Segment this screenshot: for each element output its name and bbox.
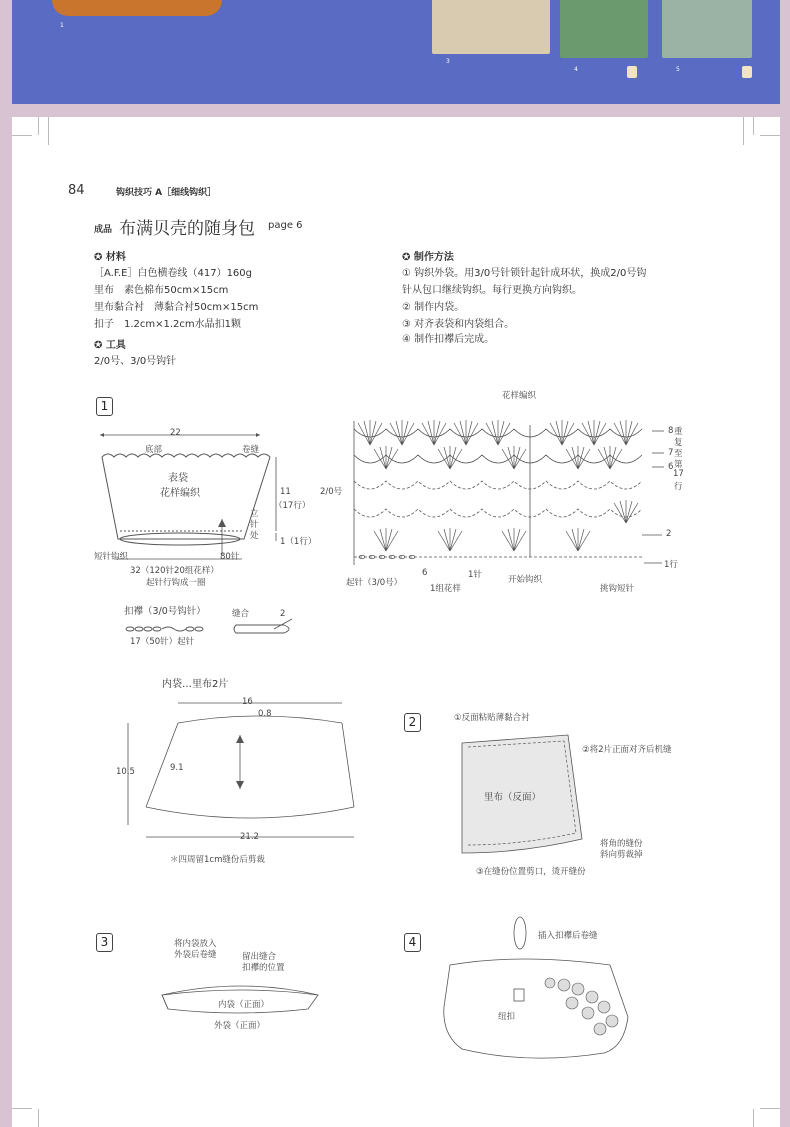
knit-swatch-5	[662, 0, 752, 58]
method-line: ③ 对齐表袋和内袋组合。	[402, 319, 515, 330]
step-number-2: 2	[404, 713, 421, 732]
repeat-label: 行	[674, 482, 683, 492]
pick-up-label: 挑钩短针	[600, 584, 635, 594]
body-label: 表袋	[168, 473, 188, 484]
crop-mark	[753, 1109, 754, 1127]
inner-height: 10.5	[116, 767, 135, 777]
loop-title: 扣襻（3/0号钩针）	[124, 606, 206, 617]
title-tag: 成品	[94, 225, 113, 235]
tools-heading: ✪ 工具	[94, 340, 126, 351]
crop-mark	[753, 117, 754, 135]
vertical-label: 立	[250, 509, 259, 519]
inner-bottom: 21.2	[240, 832, 259, 842]
step-number-1: 1	[96, 397, 113, 416]
seam-num: 2	[280, 609, 286, 619]
knit-swatch-4	[560, 0, 648, 58]
material-line: 里布黏合衬 薄黏合衬50cm×15cm	[94, 302, 259, 313]
inner-gap: 0.8	[258, 709, 272, 719]
step3-outer: 外袋（正面）	[214, 1021, 266, 1031]
crop-mark	[760, 1108, 780, 1109]
row1-label: 1（1行）	[280, 537, 317, 547]
method-line: ① 钩织外袋。用3/0号针锁针起针成环状，换成2/0号钩	[402, 268, 647, 279]
photo-label: 4	[574, 66, 578, 73]
crop-mark	[12, 1108, 32, 1109]
toggle-bead	[742, 66, 752, 78]
vertical-label: 针	[250, 520, 259, 530]
toggle-bead	[627, 66, 637, 78]
loop-count: 17（50针）起针	[130, 637, 195, 647]
crop-mark	[760, 135, 780, 136]
chart-title: 花样编织	[502, 391, 537, 401]
vertical-label: 处	[250, 531, 259, 541]
section-title: 钩织技巧 A［细线钩织］	[116, 188, 217, 198]
chain-note-label: 起针行钩成一圈	[146, 578, 206, 588]
step4-diagram	[432, 913, 632, 1063]
height-label: 11	[280, 487, 291, 497]
page-ref: page 6	[268, 220, 303, 231]
step-number-4: 4	[404, 933, 421, 952]
step2-b: ②将2片正面对齐后机缝	[582, 745, 672, 755]
method-line: ② 制作内袋。	[402, 302, 465, 313]
inner-title: 内袋…里布2片	[162, 679, 229, 690]
material-line: 里布 素色棉布50cm×15cm	[94, 285, 229, 296]
row-8: 8	[668, 426, 674, 436]
rows-label: （17行）	[274, 501, 311, 511]
edge-label: 卷缝	[242, 445, 260, 455]
start-chain-label: 起针（3/0号）	[346, 578, 403, 588]
product-photo	[12, 0, 780, 104]
crop-mark	[743, 117, 744, 145]
tools-heading-text: 工具	[105, 340, 126, 351]
step4-button: 纽扣	[498, 1012, 516, 1022]
width-label: 22	[170, 428, 181, 438]
step2-c1: 将角的缝份	[600, 839, 643, 849]
material-line: 扣子 1.2cm×1.2cm水晶扣1颗	[94, 319, 242, 330]
pattern-label: 花样编织	[160, 488, 200, 499]
step2-d: ③在缝份位置剪口，烫开缝份	[476, 867, 586, 877]
step4-loop: 插入扣襻后卷缝	[538, 931, 598, 941]
photo-label: 5	[676, 66, 680, 73]
one-group-label: 1组花样	[430, 584, 461, 594]
inner-side: 9.1	[170, 763, 184, 773]
photo-label: 3	[446, 58, 450, 65]
one-stitch-label: 1针	[468, 570, 482, 580]
step3-a1: 将内袋放入	[174, 939, 217, 949]
knit-swatch-3	[432, 0, 550, 54]
row-2: 2	[666, 529, 672, 539]
method-line: 针从包口继续钩织。每行更换方向钩织。	[402, 285, 582, 296]
crop-mark	[48, 117, 49, 145]
pattern-page	[12, 117, 780, 1127]
crop-mark	[12, 135, 32, 136]
row-6: 6	[668, 462, 674, 472]
stitch-chart	[352, 417, 652, 577]
inner-note: ＊四周留1cm缝份后剪裁	[170, 855, 265, 865]
start-work-label: 开始钩织	[508, 575, 543, 585]
repeat-label: 17	[673, 469, 684, 479]
method-heading-text: 制作方法	[413, 252, 454, 263]
method-heading: ✪ 制作方法	[402, 252, 454, 263]
step-number-3: 3	[96, 933, 113, 952]
seam-label: 缝合	[232, 609, 250, 619]
orange-swatch	[52, 0, 222, 16]
chain-count-label: 32（120针20组花样）	[130, 566, 219, 576]
materials-heading-text: 材料	[105, 252, 126, 263]
repeat-label: 第	[674, 460, 683, 470]
step3-b1: 留出缝合	[242, 952, 277, 962]
step2-c2: 斜向剪裁掉	[600, 850, 643, 860]
photo-label: 1	[60, 22, 64, 29]
method-line: ④ 制作扣襻后完成。	[402, 334, 495, 345]
stitch-80-label: 80针	[220, 552, 240, 562]
hook-size: 2/0号	[320, 487, 343, 497]
step2-a: ①反面粘贴薄黏合衬	[454, 713, 530, 723]
materials-heading: ✪ 材料	[94, 252, 126, 263]
step3-b2: 扣襻的位置	[242, 963, 285, 973]
short-stitch-label: 短针钩织	[94, 552, 129, 562]
step3-inner: 内袋（正面）	[218, 1000, 270, 1010]
row-1: 1行	[664, 560, 678, 570]
crop-mark	[38, 117, 39, 135]
tool-line: 2/0号、3/0号钩针	[94, 356, 177, 367]
page-number: 84	[68, 183, 85, 198]
inner-top: 16	[242, 697, 253, 707]
crop-mark	[38, 1109, 39, 1127]
inner-bag-diagram	[120, 697, 370, 847]
six-label: 6	[422, 568, 428, 578]
repeat-label: 重	[674, 427, 683, 437]
material-line: ［A.F.E］白色横卷线（417）160g	[94, 268, 253, 279]
step2-fabric: 里布（反面）	[484, 792, 542, 803]
step3-a2: 外袋后卷缝	[174, 950, 217, 960]
repeat-label: 复	[674, 438, 683, 448]
row-7: 7	[668, 448, 674, 458]
repeat-label: 至	[674, 449, 683, 459]
page-title: 布满贝壳的随身包	[119, 219, 255, 239]
bottom-label: 底部	[145, 445, 163, 455]
